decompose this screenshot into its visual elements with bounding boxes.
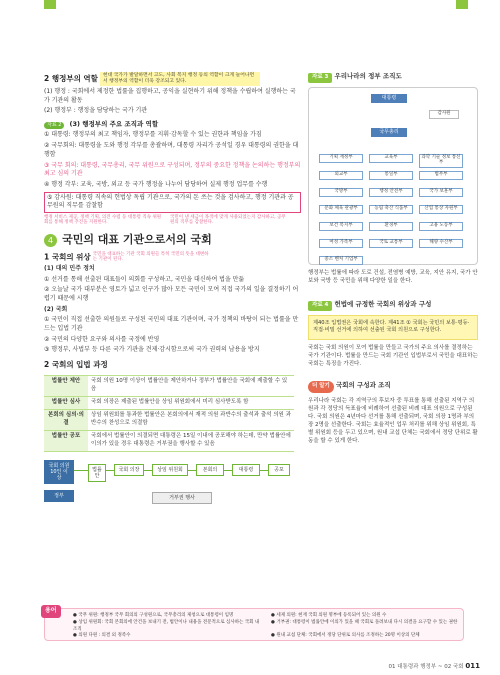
table-head: 본회의 심의·의결 [44, 409, 88, 430]
org-node-ministry: 산업 통상 자원부 [419, 205, 463, 214]
resource-title: 우리나라의 정부 조직도 [334, 72, 402, 80]
flow-node-veto: 거부권 행사 [152, 492, 212, 504]
org-node-ministry: 국방부 [319, 188, 363, 197]
glossary-item: ● 원내 교섭 단체: 국회에서 정당 단위로 의사를 조정하는 20명 이상의 단체 [271, 633, 420, 639]
list-item: ② 국무회의: 대통령을 도와 행정 각부를 총괄하며, 대통령 자리가 공석일 경우 대통령의 권한을 대행함 [44, 142, 299, 158]
flow-node-proposer: 국회 의원 10인 이상 [44, 460, 74, 484]
constitution-quote: 제40조 입법권은 국회에 속한다. 제41조 ① 국회는 국민의 보통·평등·직접·비밀 선거에 의하여 선출된 국회 의원으로 구성한다. [308, 315, 478, 340]
subsection-title: (1) 대의 민주 정치 [44, 264, 95, 272]
flow-node-committee: 상임 위원회 [152, 464, 188, 476]
list-item: ① 선거를 통해 선출된 대표들이 의회를 구성하고, 국민을 대신하여 법을 만듦 [44, 275, 245, 283]
glossary-item: ● 의원 다원 : 의결 외 정족수 [73, 633, 131, 639]
org-node-ministry: 문화 체육 관광부 [319, 205, 363, 214]
header-tab-right [456, 0, 468, 9]
list-item: ② 오늘날 국가 대부분은 영토가 넓고 인구가 많아 모든 국민이 모여 직접 국가의 일을 결정하기 어렵기 때문에 시행 [44, 286, 299, 302]
glossary-item: ● 거부권: 대통령이 법률안에 이의가 있을 때 국회로 돌려보내 다시 의결을 요구할 수 있는 권한 [271, 619, 458, 625]
process-table [44, 375, 294, 452]
flow-node-government: 정부 [44, 490, 74, 502]
legislative-flow-diagram [44, 458, 301, 518]
side-note: 헌대 국가가 발달하면서 고도, 사회 복지 행정 등의 역할이 크게 늘어나면서 행정부의 역할이 더욱 강조되고 있다. [100, 72, 260, 86]
table-head: 법률안 공포 [44, 430, 88, 451]
flow-node-president: 대통령 [232, 464, 260, 476]
org-node-ministry: 농림 축산 식품부 [369, 205, 413, 214]
flow-node-speaker: 국회 의장 [114, 464, 144, 476]
resource-text: 국회는 국회 의원이 모여 법률을 만들고 국가의 주요 의사를 결정하는 국가 기관이다. 법률을 만드는 국회 기관인 입법부로서 국민을 대표하는 국회는 특징을 가진다. [308, 344, 478, 367]
list-item: ③ 행정부, 사법부 등 다른 국가 기관을 견제·감시함으로써 국가 권력의 남용을 방지 [44, 346, 260, 354]
resource-tag: 자료 3 [308, 73, 332, 83]
org-node-audit: 감사원 [429, 110, 459, 119]
more-info-tag: 더 알기 [308, 381, 334, 393]
table-head: 법률안 심사 [44, 396, 88, 409]
flow-arrow [260, 470, 268, 471]
org-node-ministry: 통일부 [369, 171, 413, 180]
resource-title: 헌법에 규정한 국회의 위상과 구성 [334, 299, 432, 308]
flow-arrow [224, 470, 232, 471]
resource-3 [308, 72, 478, 286]
flow-node-promulgation: 공포 [268, 464, 290, 476]
chapter-number: 4 [44, 234, 57, 247]
list-item: ④ 행정 각부: 교육, 국방, 외교 등 국가 행정을 나누어 담당하여 실제 행정 업무를 수행 [44, 180, 268, 188]
page-number: 011 [465, 662, 480, 670]
glossary-box [44, 608, 464, 641]
more-info-title: 국회의 구성과 조직 [335, 380, 391, 389]
page-footer [388, 661, 480, 672]
table-head: 법률안 제안 [44, 376, 88, 397]
list-item: ① 대통령: 행정부의 최고 책임자, 행정부를 지휘·감독할 수 있는 권한과 책임을 가짐 [44, 131, 262, 139]
paragraph: (2) 행정부 : 행정을 담당하는 국가 기관 [44, 107, 148, 115]
chapter-title: 국민의 대표 기관으로서의 국회 [62, 232, 212, 246]
list-item-highlight: ⑤ 감사원: 대통령 직속의 헌법상 독립 기관으로, 국가의 돈 쓰는 것을 검사하고, 행정 기관과 공무원의 직무를 감찰함 [44, 192, 301, 213]
government-org-chart [308, 87, 478, 265]
org-node-ministry: 보건 복지부 [319, 222, 363, 231]
table-row [44, 376, 294, 397]
paragraph: (1) 행정 : 국회에서 제정한 법률을 집행하고, 공익을 실현하기 위해 정책을 수립하여 실행하는 국가 기관의 활동 [44, 87, 296, 104]
section-title: 2 국회의 입법 과정 [44, 360, 108, 370]
resource-text: 행정부는 법률에 따라 도로 건설, 전염병 예방, 교육, 지안 유지, 국가 안보와 국방 등 국민을 위해 다양한 일을 한다. [308, 269, 478, 284]
flow-arrow [144, 470, 152, 471]
pink-note: 행정 서비스 제공, 정책 기획, 의견 수렴 등 대통령 직속 위원회를 통해 정책 추진을 지원한다. [44, 214, 162, 226]
org-node-pm: 국무총리 [371, 128, 407, 138]
org-node-ministry: 법무부 [419, 171, 463, 180]
chapter-label: 01 대통령과 행정부 ~ 02 국회 [388, 664, 464, 670]
source-badge: 자료 2 [44, 122, 64, 129]
flow-arrow [188, 470, 196, 471]
table-row [44, 409, 294, 430]
section-title: 1 국회의 위상 [44, 252, 91, 262]
notes-row [44, 215, 301, 226]
org-node-ministry: 해양 수산부 [419, 239, 463, 248]
list-item: ② 국민의 다양한 요구와 의사를 국정에 반영 [44, 335, 160, 343]
org-node-ministry: 국토 교통부 [369, 239, 413, 248]
org-node-ministry: 외교부 [319, 171, 363, 180]
left-column [44, 72, 301, 518]
glossary-items [73, 613, 461, 640]
section-role-of-executive [44, 72, 301, 116]
glossary-item: ● 상임 위원회: 국회 본회의에 안건을 보내기 전, 법안이나 내용을 전문적으로 심사하는 국회 내 조직 [73, 619, 260, 632]
table-row [44, 396, 294, 409]
org-node-ministry: 국가 보훈부 [419, 188, 463, 197]
right-column [308, 72, 478, 446]
pink-note: 국민을 대표하는 기관 국회 의원들 특히 국민의 뜻을 대변하는 기관이 된다. [92, 251, 209, 263]
more-info [308, 381, 478, 446]
pink-note: 국민이 낸 세금이 목적에 맞게 사용되었는지 감사하고, 공무원의 직무를 감찰한다. [170, 214, 286, 226]
section-executive-organization [44, 120, 301, 226]
org-node-ministry: 과학 기술 정보 통신부 [419, 154, 463, 168]
org-node-ministry: 교육부 [369, 154, 413, 163]
section-status-of-assembly [44, 252, 301, 355]
chapter-heading [44, 232, 301, 248]
org-node-president: 대통령 [371, 94, 407, 104]
glossary-item: ● 세제 의원: 현재 국회 의원 명부에 등록되어 있는 의원 수 [271, 613, 387, 618]
table-cell: 상임 위원회를 통과한 법률안은 본회의에서 재적 의원 과반수의 출석과 출석 의원 과반수의 찬성으로 의결함 [88, 409, 294, 430]
header-tab-left [44, 0, 56, 9]
resource-4 [308, 300, 478, 369]
table-cell: 국회 의원 10명 이상이 법률안을 제안하거나 정부가 법률안을 국회에 제출할 수 있음 [88, 376, 294, 397]
table-cell: 국회에서 법률안이 의결되면 대통령은 15일 이내에 공포해야 하는데, 만약 법률안에 이의가 있을 경우 대통령은 거부권을 행사할 수 있음 [88, 430, 294, 451]
flow-arrow [74, 470, 88, 471]
section-title: 2 행정부의 역할 [44, 73, 98, 83]
table-row [44, 430, 294, 451]
flow-arrow [106, 470, 114, 471]
list-item: ③ 국무 회의: 대통령, 국무총리, 국무 위원으로 구성되며, 정부의 중요한 정책을 논의하는 행정부의 최고 심의 기관 [44, 161, 301, 178]
table-cell: 국회 의장은 제출된 법률안을 상임 위원회에서 미리 심사받도록 함 [88, 396, 294, 409]
org-node-ministry: 중소 벤처 기업부 [319, 256, 363, 265]
list-item: ① 국민이 직접 선출한 의원들로 구성된 국민의 대표 기관이며, 국가 정책의 바탕이 되는 법률을 만드는 입법 기관 [44, 316, 299, 333]
org-node-ministry: 기획 재정부 [319, 154, 363, 163]
section-legislative-process [44, 360, 301, 518]
glossary-tag: 용어 [41, 605, 61, 618]
glossary-item: ● 국무 위원: 행정부 국무 회의의 구성원으로, 국무총리의 제청으로 대통령이 임명 [73, 613, 234, 618]
org-node-ministry: 환경부 [369, 222, 413, 231]
org-node-ministry: 행정 안전부 [369, 188, 413, 197]
more-info-text: 우리나라 국회는 각 지역구의 후보자 중 투표를 통해 선출된 지역구 의원과 각 정당의 득표율에 비례하여 선출된 비례 대표 의원으로 구성된다. 국회 의원은 4년마다 선거를 통해 선출되며, 국회 의장 1명과 부의장 2명을 선출한다. 국회는 효율적인 업무 처리를 위해 상임 위원회, 특별 위원회 등을 두고 있으며, 원내 교섭 단체는 국회에서 정당 단위로 활동을 할 수 있게 한다. [308, 397, 478, 444]
org-node-ministry: 여성 가족부 [319, 239, 363, 248]
flow-node-plenary: 본회의 [196, 464, 224, 476]
org-node-ministry: 고용 노동부 [419, 222, 463, 231]
resource-tag: 자료 4 [308, 301, 332, 311]
subsection-title: (3) 행정부의 주요 조직과 역할 [69, 120, 159, 129]
flow-node-bill: 법률안 [88, 464, 106, 482]
subsection-title: (2) 국회 [44, 305, 68, 313]
